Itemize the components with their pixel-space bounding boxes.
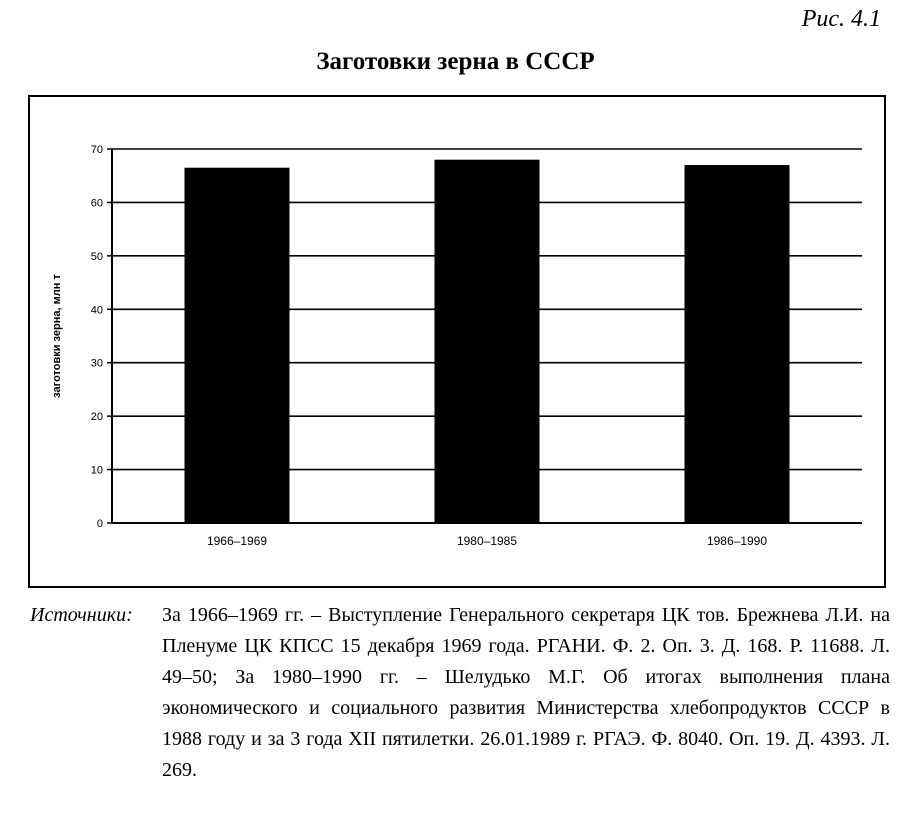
x-tick-label: 1966–1969 [206, 534, 268, 548]
bar [435, 160, 540, 523]
y-tick-label: 20 [90, 411, 103, 424]
y-tick-label: 30 [90, 357, 103, 370]
figure-label: Рис. 4.1 [801, 6, 881, 32]
y-axis-label: заготовки зерна, млн т [51, 274, 63, 398]
bar-chart [30, 97, 884, 586]
chart-title: Заготовки зерна в СССР [316, 48, 595, 75]
sources-label: Источники: [30, 604, 133, 626]
y-tick-label: 70 [90, 144, 103, 156]
y-tick-label: 60 [90, 197, 103, 210]
y-tick-label: 10 [90, 464, 103, 477]
y-tick-label: 0 [96, 518, 103, 530]
bar [685, 165, 790, 523]
y-tick-label: 50 [90, 250, 103, 263]
bar [185, 168, 290, 523]
x-tick-label: 1986–1990 [706, 534, 768, 548]
chart-frame [28, 95, 886, 588]
sources-text: За 1966–1969 гг. – Выступление Генерального секретаря ЦК тов. Брежнева Л.И. на Пленуме ЦК КПСС 15 декабря 1969 года. РГАНИ. Ф. 2. Оп. 3. Д. 168. Р. 11688. Л. 49–50; За 1980–1990 гг. – Шелудько М.Г. Об итогах выполнения плана экономического и социального развития Министерства хлебопродуктов СССР в 1988 году и за 3 года XII пятилетки. 26.01.1989 г. РГАЭ. Ф. 8040. Оп. 19. Д. 4393. Л. 269. [162, 604, 890, 781]
x-tick-label: 1980–1985 [456, 534, 518, 548]
y-tick-label: 40 [90, 304, 103, 317]
